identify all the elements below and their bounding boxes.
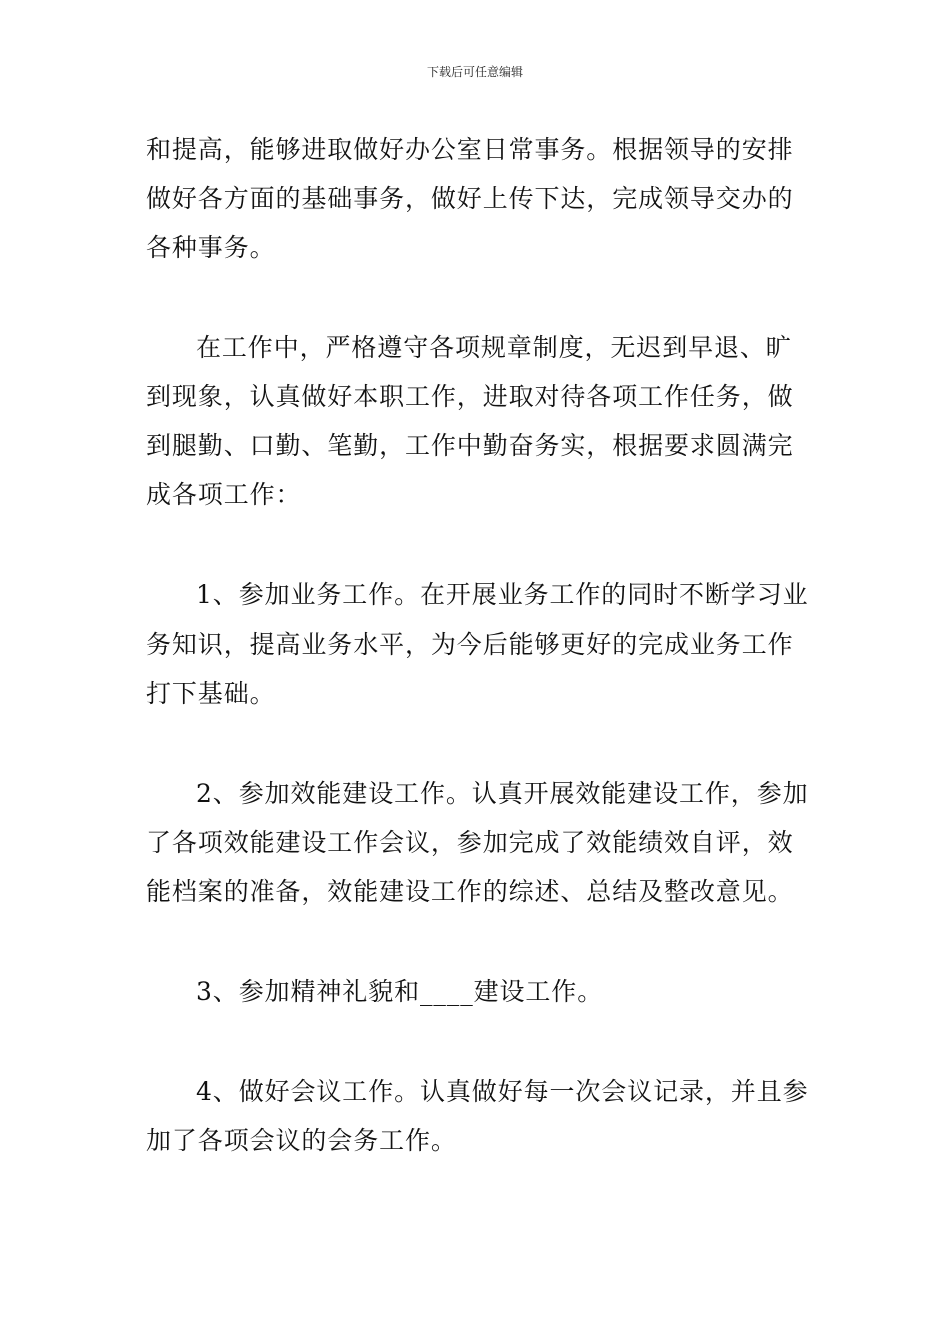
paragraph-6-line-2: 加了各项会议的会务工作。 [146,1126,457,1155]
paragraph-2-line-2: 到现象，认真做好本职工作，进取对待各项工作任务，做 [146,382,794,411]
paragraph-3-line-1: 1、参加业务工作。在开展业务工作的同时不断学习业 [196,580,809,609]
paragraph-3-line-2: 务知识，提高业务水平，为今后能够更好的完成业务工作 [146,630,794,659]
paragraph-1-line-3: 各种事务。 [146,233,276,262]
paragraph-2-line-4: 成各项工作： [146,480,302,509]
paragraph-4-line-1: 2、参加效能建设工作。认真开展效能建设工作，参加 [196,779,809,808]
paragraph-5-line-1: 3、参加精神礼貌和____建设工作。 [196,977,604,1006]
paragraph-3-line-3: 打下基础。 [146,679,276,708]
paragraph-4-line-2: 了各项效能建设工作会议，参加完成了效能绩效自评，效 [146,828,794,857]
paragraph-6-line-1: 4、做好会议工作。认真做好每一次会议记录，并且参 [196,1077,809,1106]
paragraph-1-line-1: 和提高，能够进取做好办公室日常事务。根据领导的安排 [146,135,794,164]
paragraph-2-line-1: 在工作中，严格遵守各项规章制度，无迟到早退、旷 [196,333,792,362]
page-header: 下载后可任意编辑 [426,65,523,79]
paragraph-4-line-3: 能档案的准备，效能建设工作的综述、总结及整改意见。 [146,877,794,906]
paragraph-2-line-3: 到腿勤、口勤、笔勤，工作中勤奋务实，根据要求圆满完 [146,431,794,460]
paragraph-1-line-2: 做好各方面的基础事务，做好上传下达，完成领导交办的 [146,184,794,213]
